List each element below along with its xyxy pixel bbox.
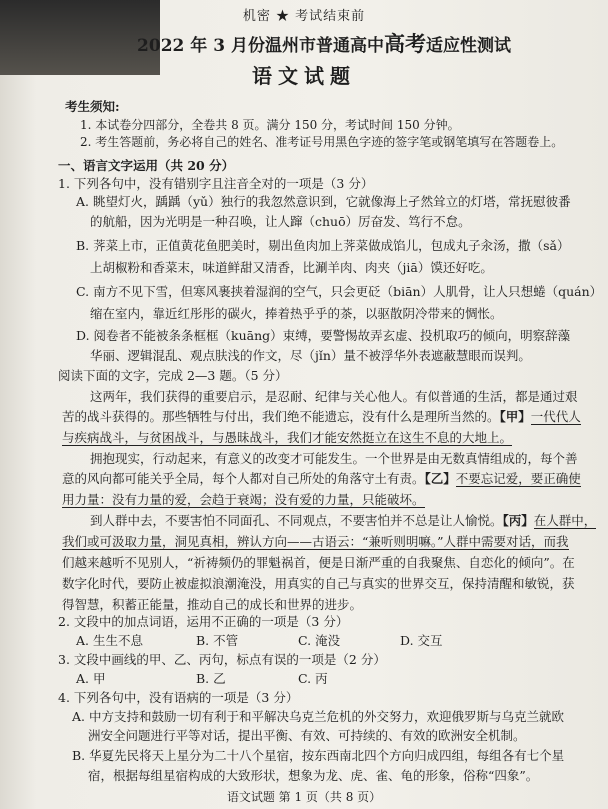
passage-line bbox=[62, 492, 425, 508]
passage-line: 们越来越听不见别人，“祈祷频仍的罪魁祸首，便是日渐严重的自我聚焦、自恋化的倾向”。在 bbox=[62, 555, 575, 570]
question-stem: 2. 文段中的加点词语，运用不正确的一项是（3 分） bbox=[58, 614, 349, 629]
section-heading: 一、语言文字运用（共 20 分） bbox=[58, 158, 235, 173]
option-line: B. 荠菜上市，正值黄花鱼肥美时，剔出鱼肉加上荠菜做成馅儿，包成丸子汆汤，撒（sǎ） bbox=[76, 238, 570, 253]
option-line: 的航船，因为光明是一种召唤，让人蹿（chuō）厉奋发、笃行不怠。 bbox=[90, 214, 471, 229]
exam-title-pre: 2022 年 3 月份温州市普通高中 bbox=[137, 36, 384, 56]
notice-line: 2. 考生答题前，务必将自己的姓名、准考证号用黑色字迹的签字笔或钢笔填写在答题卷上。 bbox=[80, 135, 564, 149]
page-footer: 语文试题 第 1 页（共 8 页） bbox=[226, 790, 382, 804]
passage-line: 这两年，我们获得的重要启示，是忍耐、纪律与关心他人。有似普通的生活，都是通过艰 bbox=[90, 389, 578, 404]
option-line: B. 华夏先民将天上星分为二十八个星宿，按东西南北四个方向归成四组，每组各有七个星 bbox=[72, 748, 565, 763]
underlined-sentence-bing: 我们或可汲取力量，洞见真相，辨认方向——古语云：“兼听则明嘛。”人群中需要对话，而我 bbox=[62, 534, 569, 549]
passage-line bbox=[62, 409, 581, 425]
passage-line: 数字化时代，要防止被虚拟浪潮淹没，用真实的自己与真实的世界交互，保持清醒和敏锐，获 bbox=[62, 576, 575, 591]
passage-line bbox=[90, 513, 596, 529]
option-line: A. 眺望灯火，踽踽（yǔ）独行的我忽然意识到，它就像海上孑然耸立的灯塔，常抚慰彼番 bbox=[76, 194, 571, 209]
option-line: 洲安全问题进行平等对话，提出平衡、有效、可持续的、有效的欧洲安全机制。 bbox=[88, 728, 526, 743]
option-a: A. 生生不息 bbox=[76, 633, 143, 648]
passage-line bbox=[62, 471, 581, 487]
passage-intro: 阅读下面的文字，完成 2—3 题。（5 分） bbox=[58, 368, 288, 383]
marker-jia: 【甲】 bbox=[499, 409, 531, 424]
passage-text: 到人群中去，不要害怕不同面孔、不同观点，不要害怕并不总是让人愉悦。 bbox=[90, 513, 503, 528]
option-c: C. 丙 bbox=[298, 671, 328, 686]
underlined-sentence-yi: 用力量：没有力量的爱，会趋于衰竭；没有爱的力量，只能破坏。 bbox=[62, 492, 425, 507]
option-line: 缩在室内，靠近红彤彤的碳火，捧着热乎乎的茶，以驱散阴冷带来的惆怅。 bbox=[90, 306, 503, 321]
question-stem: 4. 下列各句中，没有语病的一项是（3 分） bbox=[58, 690, 299, 705]
exam-title-big: 高考 bbox=[383, 31, 426, 56]
option-d: D. 交互 bbox=[400, 633, 443, 648]
marker-bing: 【丙】 bbox=[502, 513, 534, 528]
passage-line bbox=[62, 534, 569, 550]
subject-title: 语文试题 bbox=[252, 64, 356, 88]
underlined-sentence-jia: 一代代人 bbox=[530, 409, 581, 424]
passage-text: 苦的战斗获得的。那些牺牲与付出，我们绝不能遗忘，没有什么是理所当然的。 bbox=[62, 409, 500, 424]
underlined-sentence-jia: 与疾病战斗，与贫困战斗，与愚昧战斗，我们才能安然挺立在这生不息的大地上。 bbox=[62, 430, 513, 445]
passage-line bbox=[62, 430, 512, 446]
option-b: B. 乙 bbox=[196, 671, 226, 686]
passage-text: 意的风向都可能关乎全局，每个人都对自己所处的角落守土有责。 bbox=[62, 471, 425, 486]
exam-title-post: 适应性测试 bbox=[425, 36, 511, 56]
confidential-label: 机密 ★ 考试结束前 bbox=[242, 9, 366, 24]
underlined-sentence-bing: 在人群中， bbox=[533, 513, 597, 528]
marker-yi: 【乙】 bbox=[424, 471, 456, 486]
notice-line: 1. 本试卷分四部分，全卷共 8 页。满分 150 分，考试时间 150 分钟。 bbox=[80, 118, 460, 132]
notice-heading: 考生须知: bbox=[65, 99, 120, 114]
question-stem: 1. 下列各句中，没有错别字且注音全对的一项是（3 分） bbox=[58, 176, 374, 191]
option-c: C. 淹没 bbox=[298, 633, 341, 648]
option-line: C. 南方不见下雪，但寒风裹挟着湿润的空气，只会更砭（biān）人肌骨，让人只想蜷（quán） bbox=[76, 284, 603, 299]
passage-line: 拥抱现实，行动起来，有意义的改变才可能发生。一个世界是由无数真情组成的，每个善 bbox=[90, 451, 578, 466]
exam-title bbox=[20, 28, 608, 58]
passage-line: 得智慧，积蓄正能量，推动自己的成长和世界的进步。 bbox=[62, 597, 363, 612]
option-line: 华丽、逻辑混乱、观点肤浅的作文，尽（jǐn）量不被浮华外表遮蔽慧眼而误判。 bbox=[90, 348, 531, 363]
option-b: B. 不管 bbox=[196, 633, 239, 648]
option-line: 上胡椒粉和香菜末，味道鲜甜又清香，比涮羊肉、肉夹（jiā）馍还好吃。 bbox=[90, 260, 493, 275]
question-stem: 3. 文段中画线的甲、乙、丙句，标点有误的一项是（2 分） bbox=[58, 652, 386, 667]
underlined-sentence-yi: 不要忘记爱，要正确使 bbox=[455, 471, 581, 486]
option-a: A. 甲 bbox=[76, 671, 106, 686]
option-line: A. 中方支持和鼓励一切有利于和平解决乌克兰危机的外交努力，欢迎俄罗斯与乌克兰就欧 bbox=[72, 709, 564, 724]
option-line: 宿，根据每组星宿构成的大致形状，想象为龙、虎、雀、龟的形象，俗称“四象”。 bbox=[88, 768, 539, 783]
option-line: D. 阅卷者不能被条条框框（kuāng）束缚，要警惕故弄玄虚、投机取巧的倾向，明察辞藻 bbox=[76, 328, 571, 343]
